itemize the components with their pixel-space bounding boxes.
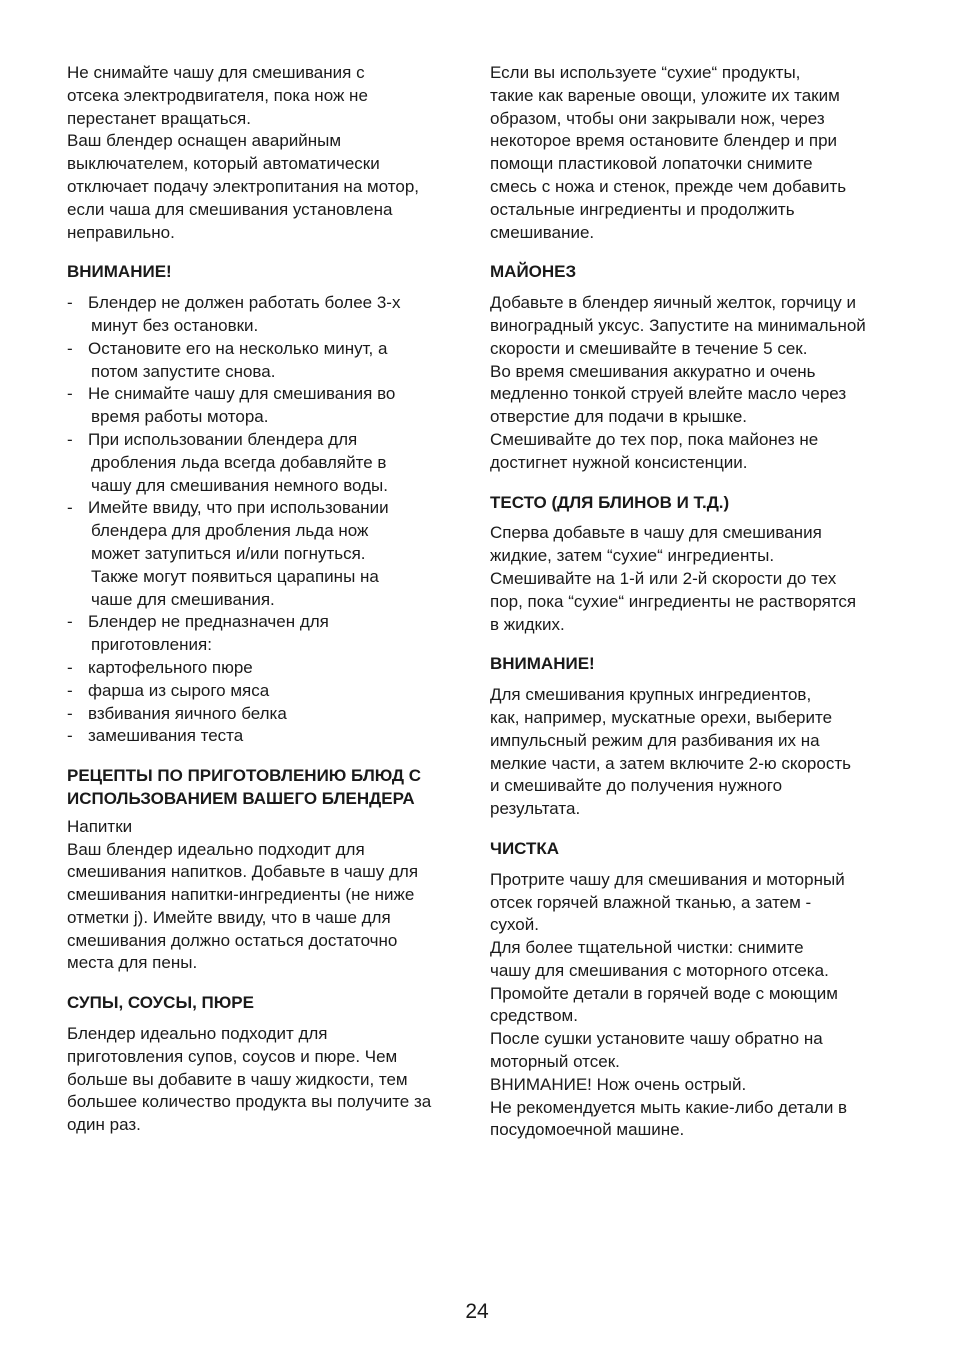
bullet-dash: - [67, 429, 73, 449]
bullet-dash: - [67, 498, 73, 518]
page-number: 24 [465, 1300, 489, 1323]
text-line: такие как вареные овощи, уложите их таким [490, 85, 840, 105]
item-text: блендера для дробления льда нож [91, 521, 369, 541]
warning-heading: ВНИМАНИЕ! [67, 262, 172, 282]
text-line: Ваш блендер оснащен аварийным [67, 131, 342, 151]
cleaning-heading: ЧИСТКА [490, 838, 560, 858]
text-line: достигнет нужной консистенции. [490, 452, 748, 472]
text-line: Напитки [67, 816, 133, 836]
list-item [67, 383, 462, 429]
list-item [67, 338, 462, 384]
text-line: отверстие для подачи в крышке. [490, 407, 748, 427]
text-line: Сперва добавьте в чашу для смешивания [490, 523, 822, 543]
mayo-heading: МАЙОНЕЗ [490, 262, 577, 282]
text-line: отключает подачу электропитания на мотор, [67, 176, 419, 196]
item-text: фарша из сырого мяса [88, 680, 270, 700]
text-line: большее количество продукта вы получите за [67, 1092, 432, 1112]
bullet-dash: - [67, 680, 73, 700]
text-line: в жидких. [490, 614, 565, 634]
dough-paragraph [490, 522, 890, 636]
text-line: образом, чтобы они закрывали нож, через [490, 108, 825, 128]
text-line: один раз. [67, 1115, 141, 1135]
text-line: После сушки установите чашу обратно на [490, 1029, 823, 1049]
list-item [67, 497, 462, 611]
item-text: чаше для смешивания. [91, 589, 275, 609]
item-text: дробления льда всегда добавляйте в [91, 452, 387, 472]
text-line: неправильно. [67, 222, 175, 242]
item-text: Блендер не должен работать более 3-х [88, 293, 401, 313]
text-line: результата. [490, 799, 581, 819]
text-line: Промойте детали в горячей воде с моющим [490, 983, 838, 1003]
text-line: некоторое время остановите блендер и при [490, 131, 838, 151]
drinks-paragraph [67, 816, 462, 976]
text-line: и смешивайте до получения нужного [490, 776, 783, 796]
item-text: взбивания яичного белка [88, 703, 287, 723]
item-text: потом запустите снова. [91, 361, 276, 381]
text-line: остальные ингредиенты и продолжить [490, 199, 795, 219]
recipes-heading [67, 765, 462, 811]
text-line: места для пены. [67, 953, 198, 973]
soups-heading: СУПЫ, СОУСЫ, ПЮРЕ [67, 993, 254, 1013]
text-line: Если вы используете “сухие“ продукты, [490, 63, 801, 82]
text-line: больше вы добавите в чашу жидкости, тем [67, 1069, 408, 1089]
text-line: жидкие, затем “сухие“ ингредиенты. [490, 546, 775, 566]
text-line: выключателем, который автоматически [67, 154, 380, 174]
bullet-dash: - [67, 726, 73, 746]
bullet-dash: - [67, 338, 73, 358]
item-text: время работы мотора. [91, 407, 269, 427]
mayo-paragraph [490, 292, 890, 474]
text-line: пор, пока “сухие“ ингредиенты не растворятся [490, 591, 857, 611]
item-text: Не снимайте чашу для смешивания во [88, 384, 396, 404]
list-item [67, 292, 462, 338]
text-line: отсек горячей влажной тканью, а затем - [490, 892, 812, 912]
text-line: смешивания напитки-ингредиенты (не ниже [67, 885, 415, 905]
text-line: Ваш блендер идеально подходит для [67, 839, 365, 859]
text-line: помощи пластиковой лопаточки снимите [490, 154, 813, 174]
list-item [67, 725, 462, 748]
item-text: Имейте ввиду, что при использовании [88, 498, 389, 518]
item-text: картофельного пюре [88, 657, 253, 677]
bullet-dash: - [67, 612, 73, 632]
item-text: Блендер не предназначен для [88, 612, 329, 632]
item-text: чашу для смешивания немного воды. [91, 475, 388, 495]
list-item [67, 680, 462, 703]
text-line: скорости и смешивайте в течение 5 сек. [490, 338, 808, 358]
soups-paragraph [67, 1023, 462, 1137]
bullet-dash: - [67, 293, 73, 313]
text-line: смешивания должно остаться достаточно [67, 930, 398, 950]
text-line: Добавьте в блендер яичный желток, горчицу и [490, 293, 857, 313]
cleaning-paragraph [490, 869, 890, 1143]
text-line: сухой. [490, 915, 539, 935]
text-line: Не снимайте чашу для смешивания с [67, 63, 365, 82]
item-text: Остановите его на несколько минут, а [88, 338, 388, 358]
attention-heading: ВНИМАНИЕ! [490, 654, 595, 674]
item-text: замешивания теста [88, 726, 244, 746]
text-line: смешивание. [490, 222, 595, 242]
text-line: ВНИМАНИЕ! Нож очень острый. [490, 1074, 747, 1094]
text-line: Для более тщательной чистки: снимите [490, 938, 804, 958]
dry-ingredients-paragraph [490, 62, 890, 244]
text-line: приготовления супов, соусов и пюре. Чем [67, 1046, 398, 1066]
heading-line: ИСПОЛЬЗОВАНИЕМ ВАШЕГО БЛЕНДЕРА [67, 788, 415, 808]
bullet-dash: - [67, 384, 73, 404]
list-item [67, 657, 462, 680]
text-line: Для смешивания крупных ингредиентов, [490, 685, 812, 705]
text-line: если чаша для смешивания установлена [67, 199, 393, 219]
item-text: минут без остановки. [91, 315, 259, 335]
text-line: смесь с ножа и стенок, прежде чем добавить [490, 176, 847, 196]
text-line: Смешивайте до тех пор, пока майонез не [490, 429, 819, 449]
text-line: как, например, мускатные орехи, выберите [490, 707, 833, 727]
text-line: перестанет вращаться. [67, 108, 251, 128]
attention-paragraph [490, 684, 890, 821]
list-item [67, 611, 462, 657]
text-line: мелкие части, а затем включите 2-ю скорость [490, 753, 851, 773]
item-text: Также могут появиться царапины на [91, 566, 379, 586]
text-line: виноградный уксус. Запустите на минимальной [490, 315, 866, 335]
text-line: импульсный режим для разбивания их на [490, 730, 820, 750]
text-line: средством. [490, 1006, 578, 1026]
left-column [67, 62, 462, 1137]
text-line: отсека электродвигателя, пока нож не [67, 85, 368, 105]
warning-list [67, 292, 462, 748]
text-line: посудомоечной машине. [490, 1120, 685, 1140]
list-item [67, 429, 462, 497]
text-line: Во время смешивания аккуратно и очень [490, 361, 816, 381]
intro-paragraph [67, 62, 462, 244]
text-line: отметки j). Имейте ввиду, что в чаше для [67, 907, 391, 927]
list-item [67, 703, 462, 726]
bullet-dash: - [67, 657, 73, 677]
item-text: приготовления: [91, 635, 212, 655]
text-line: Не рекомендуется мыть какие-либо детали в [490, 1097, 848, 1117]
item-text: может затупиться и/или погнуться. [91, 543, 366, 563]
right-column [490, 62, 890, 1142]
text-line: Смешивайте на 1-й или 2-й скорости до тех [490, 568, 837, 588]
text-line: смешивания напитков. Добавьте в чашу для [67, 862, 419, 882]
text-line: чашу для смешивания с моторного отсека. [490, 960, 829, 980]
text-line: медленно тонкой струей влейте масло через [490, 384, 847, 404]
item-text: При использовании блендера для [88, 429, 358, 449]
text-line: Блендер идеально подходит для [67, 1024, 328, 1044]
bullet-dash: - [67, 703, 73, 723]
text-line: моторный отсек. [490, 1052, 620, 1072]
heading-line: РЕЦЕПТЫ ПО ПРИГОТОВЛЕНИЮ БЛЮД С [67, 766, 421, 786]
text-line: Протрите чашу для смешивания и моторный [490, 869, 845, 889]
dough-heading: ТЕСТО (ДЛЯ БЛИНОВ И Т.Д.) [490, 492, 730, 512]
